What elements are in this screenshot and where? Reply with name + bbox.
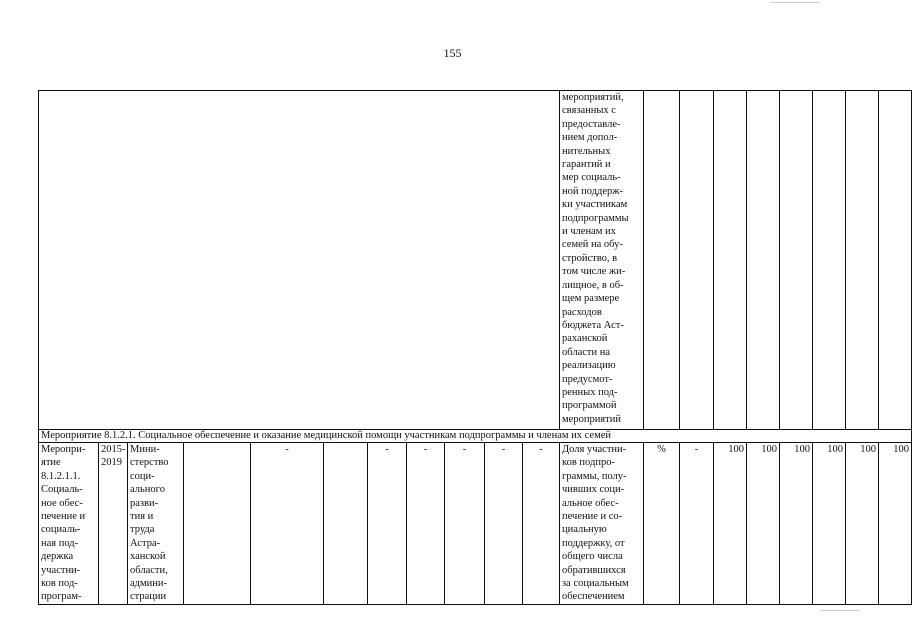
- measure-unit-cell: %: [644, 443, 680, 605]
- funding-cell: -: [445, 443, 485, 605]
- section-row: [39, 430, 912, 443]
- measure-base-cell: -: [680, 443, 714, 605]
- funding-cell: [324, 443, 368, 605]
- continuation-target-cell: [846, 91, 879, 430]
- continuation-target-cell: [747, 91, 780, 430]
- funding-cell: -: [407, 443, 445, 605]
- funding-cell: -: [485, 443, 523, 605]
- section-title: Мероприятие 8.1.2.1. Социальное обеспечение и оказание медицинской помощи участникам подпрограммы и членам их семей: [39, 430, 912, 443]
- measure-row: [39, 443, 912, 605]
- continuation-target-cell: [879, 91, 912, 430]
- measure-target-cell: 100: [879, 443, 912, 605]
- measure-target-cell: 100: [846, 443, 879, 605]
- continuation-target-cell: [714, 91, 747, 430]
- program-table: [38, 90, 912, 605]
- measure-target-cell: 100: [780, 443, 813, 605]
- scan-artifact: [820, 610, 860, 611]
- continuation-unit-cell: [644, 91, 680, 430]
- funding-cell: [184, 443, 251, 605]
- measure-target-cell: 100: [813, 443, 846, 605]
- continuation-row: [39, 91, 912, 430]
- continuation-indicator-cell: мероприятий, связанных с предоставле- нием допол- нительных гарантий и мер социаль- ной поддерж- ки участникам подпрограммы и членам их семей на обу- стройство, в том числе жи- лищное, в об- щем размере расходов бюджета Аст- раханской области на реализацию предусмот- ренных под- программой мероприятий: [560, 91, 644, 430]
- measure-indicator-cell: Доля участни- ков подпро- граммы, полу- чивших соци- альное обес- печение и со- циальную поддержку, от общего числа обратившихся за социальным обеспечением: [560, 443, 644, 605]
- funding-cell: -: [523, 443, 560, 605]
- funding-cell: -: [368, 443, 407, 605]
- measure-period-cell: 2015- 2019: [99, 443, 128, 605]
- measure-executor-cell: Мини- стерство соци- ального разви- тия и труда Астра- ханской области, админи- страции: [128, 443, 184, 605]
- measure-target-cell: 100: [714, 443, 747, 605]
- funding-cell: -: [251, 443, 324, 605]
- continuation-base-cell: [680, 91, 714, 430]
- continuation-blank-cell: [39, 91, 560, 430]
- measure-name-cell: Меропри- ятие 8.1.2.1.1. Социаль- ное обес- печение и социаль- ная под- держка участни- ков под- програм-: [39, 443, 99, 605]
- scan-artifact: [770, 2, 820, 3]
- page-number: 155: [443, 46, 462, 60]
- continuation-target-cell: [780, 91, 813, 430]
- continuation-target-cell: [813, 91, 846, 430]
- measure-target-cell: 100: [747, 443, 780, 605]
